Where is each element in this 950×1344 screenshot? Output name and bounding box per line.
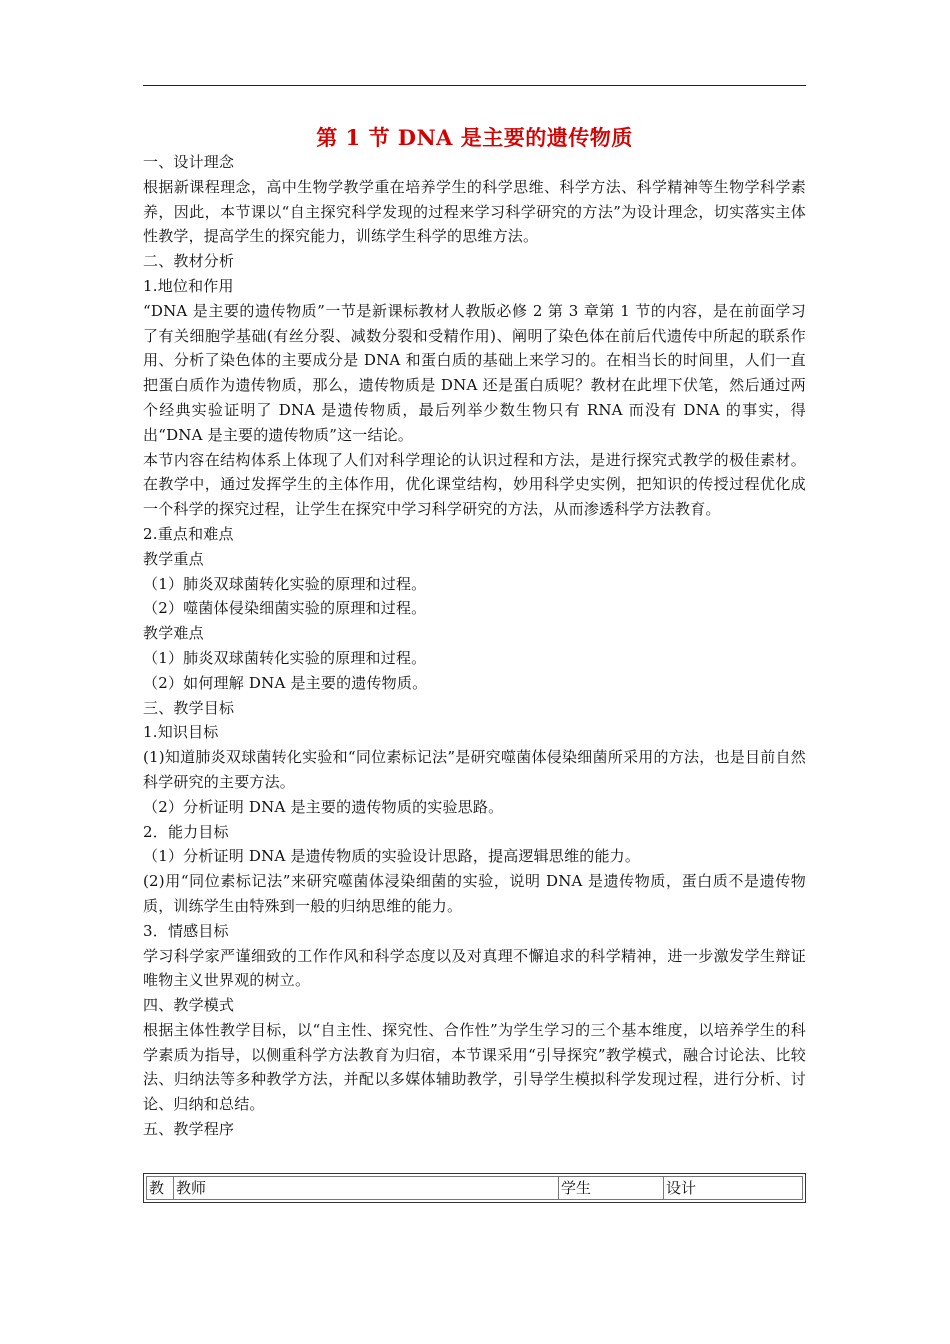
- list-item: （1）分析证明 DNA 是遗传物质的实验设计思路，提高逻辑思维的能力。: [143, 847, 641, 866]
- paragraph: “DNA 是主要的遗传物质”一节是新课标教材人教版必修 2 第 3 章第 1 节的内容，是在前面学习了有关细胞学基础(有丝分裂、减数分裂和受精作用)、阐明了染色体在前后代遗传中所起的联系作用、分析了染色体的主要成分是 DNA 和蛋白质的基础上来学习的。在相当长的时间里，人们一直把蛋白质作为遗传物质，那么，遗传物质是 DNA 还是蛋白质呢？教材在此埋下伏笔，然后通过两个经典实验证明了 DNA 是遗传物质，最后列举少数生物只有 RNA 而没有 DNA 的事实，得出“DNA 是主要的遗传物质”这一结论。: [143, 301, 806, 444]
- list-item: （1）肺炎双球菌转化实验的原理和过程。: [143, 574, 427, 593]
- list-item: （2）分析证明 DNA 是主要的遗传物质的实验思路。: [143, 797, 504, 816]
- list-item: (2)用“同位素标记法”来研究噬菌体浸染细菌的实验，说明 DNA 是遗传物质，蛋白质不是遗传物质，训练学生由特殊到一般的归纳思维的能力。: [143, 872, 806, 915]
- list-item: (1)知道肺炎双球菌转化实验和“同位素标记法”是研究噬菌体侵染细菌所采用的方法，也是目前自然科学研究的主要方法。: [143, 748, 806, 791]
- table-header-row: [147, 1177, 803, 1200]
- section-heading: 四、教学模式: [143, 996, 235, 1015]
- subsection-heading: 3．情感目标: [143, 921, 229, 940]
- paragraph: 学习科学家严谨细致的工作作风和科学态度以及对真理不懈追求的科学精神，进一步激发学生辩证唯物主义世界观的树立。: [143, 946, 806, 990]
- header-rule: [143, 85, 806, 86]
- section-heading: 一、设计理念: [143, 153, 235, 171]
- table-header-cell: 学生: [559, 1177, 664, 1200]
- list-item: （2）噬菌体侵染细菌实验的原理和过程。: [143, 599, 427, 618]
- section-heading: 五、教学程序: [143, 1120, 235, 1139]
- list-item: （2）如何理解 DNA 是主要的遗传物质。: [143, 673, 428, 692]
- document-body: [143, 150, 806, 1142]
- label-text: 教学难点: [143, 624, 204, 643]
- subsection-heading: 1.知识目标: [143, 723, 219, 742]
- procedure-table: [143, 1173, 806, 1203]
- subsection-heading: 2.重点和难点: [143, 524, 234, 543]
- paragraph: 本节内容在结构体系上体现了人们对科学理论的认识过程和方法，是进行探究式教学的极佳素材。在教学中，通过发挥学生的主体作用，优化课堂结构，妙用科学史实例，把知识的传授过程优化成一个科学的探究过程，让学生在探究中学习科学研究的方法，从而渗透科学方法教育。: [143, 450, 806, 519]
- list-item: （1）肺炎双球菌转化实验的原理和过程。: [143, 648, 427, 667]
- section-heading: 三、教学目标: [143, 698, 235, 717]
- subsection-heading: 2．能力目标: [143, 822, 229, 841]
- table-header-cell: 教师: [174, 1177, 559, 1200]
- table-header-cell: 教: [147, 1177, 174, 1200]
- paragraph: 根据主体性教学目标，以“自主性、探究性、合作性”为学生学习的三个基本维度，以培养学生的科学素质为指导，以侧重科学方法教育为归宿，本节课采用“引导探究”教学模式，融合讨论法、比较法、归纳法等多种教学方法，并配以多媒体辅助教学，引导学生模拟科学发现过程，进行分析、讨论、归纳和总结。: [143, 1020, 806, 1114]
- table-header-cell: 设计: [664, 1177, 803, 1200]
- section-heading: 二、教材分析: [143, 252, 235, 271]
- page-title: 第 1 节 DNA 是主要的遗传物质: [316, 125, 633, 150]
- paragraph: 根据新课程理念，高中生物学教学重在培养学生的科学思维、科学方法、科学精神等生物学科学素养，因此，本节课以“自主探究科学发现的过程来学习科学研究的方法”为设计理念，切实落实主体性教学，提高学生的探究能力，训练学生科学的思维方法。: [143, 177, 806, 246]
- label-text: 教学重点: [143, 549, 204, 568]
- subsection-heading: 1.地位和作用: [143, 276, 234, 295]
